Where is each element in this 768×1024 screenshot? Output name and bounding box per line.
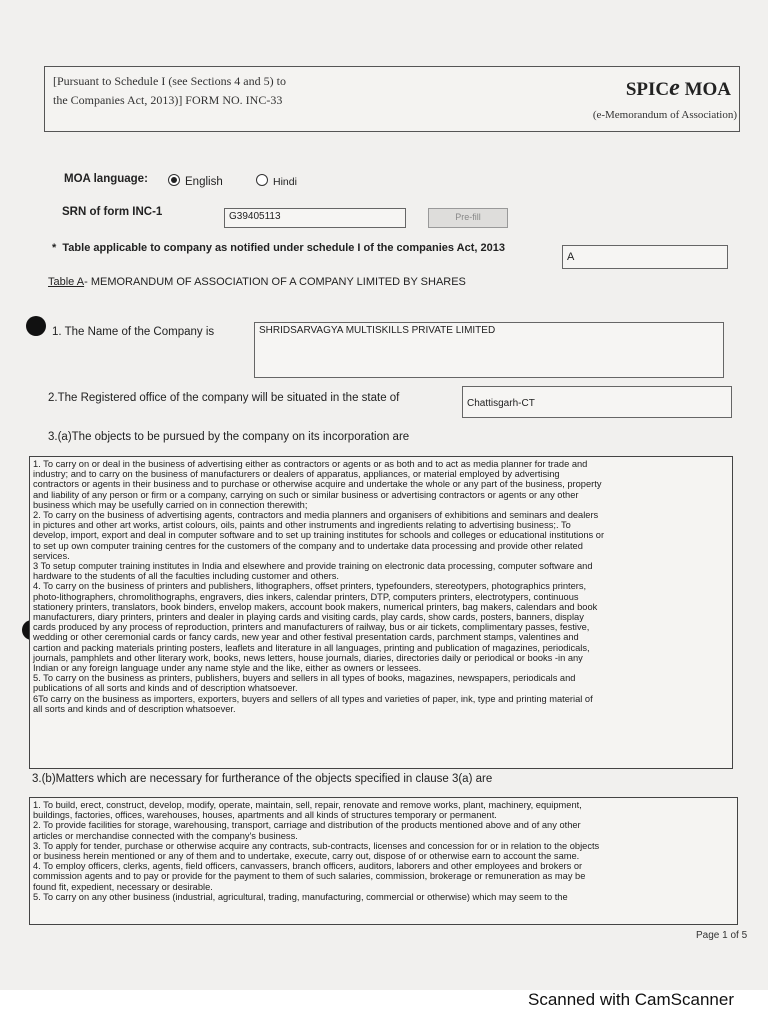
page-number: Page 1 of 5 [696, 930, 748, 941]
radio-english-label: English [185, 176, 223, 188]
srn-label: SRN of form INC-1 [62, 206, 163, 218]
form-header [44, 66, 740, 132]
legal-line-2: the Companies Act, 2013)] FORM NO. INC-33 [53, 93, 283, 107]
legal-line-1: [Pursuant to Schedule I (see Sections 4 and 5) to [53, 74, 286, 88]
objects-line: business which may be usefully carried on in connection therewith; [33, 499, 308, 510]
matters-line: articles or merchandise connected with the company's business. [33, 830, 298, 841]
radio-hindi-indicator[interactable] [256, 174, 268, 186]
objects-line: Indian or any foreign language under any name style and the like, either as owners or lessees. [33, 663, 422, 674]
objects-line: cartion and packing materials printing posters, leaflets and literature in all languages, printing and publication of magazines, periodicals, [33, 642, 590, 653]
objects-line: 6To carry on the business as importers, exporters, buyers and sellers of all types and varieties of paper, ink, type and printing material of [33, 693, 593, 704]
objects-line: 1. To carry on or deal in the business of advertising either as contractors or agents or as both and to act as media planner for trade and [33, 459, 588, 469]
prefill-button[interactable]: Pre-fill [428, 208, 508, 228]
matters-textarea[interactable] [29, 797, 738, 925]
matters-line: 3. To apply for tender, purchase or otherwise acquire any contracts, sub-contracts, licenses and concession for or in relation to the objects [33, 840, 600, 851]
objects-line: journals, pamphlets and other literary work, books, news letters, house journals, diaries, directories daily or periodical or books -in any [33, 652, 583, 663]
table-a-heading [48, 276, 466, 288]
objects-line: stationery printers, translators, book binders, envelop makers, account book makers, numerical printers, bag makers, calendars and book [33, 601, 598, 612]
objects-line: hardware to the students of all the faculties including customer and others. [33, 571, 339, 582]
objects-lines [33, 459, 729, 714]
legal-reference [53, 72, 353, 110]
brand-suffix: MOA [679, 79, 731, 100]
matters-line: found fit, expedient, necessary or desirable. [33, 881, 213, 892]
matters-line: 4. To employ officers, clerks, agents, field officers, canvassers, branch officers, auditors, laborers and other employees and brokers or [33, 861, 583, 872]
radio-english-indicator[interactable] [168, 174, 180, 186]
moa-language-label: MOA language: [64, 173, 148, 185]
company-name-input[interactable]: SHRIDSARVAGYA MULTISKILLS PRIVATE LIMITED [254, 322, 724, 378]
objects-line: industry; and to carry on the business of manufacturers or dealers of apparatus, appliances, or material employed by advertising [33, 469, 560, 480]
objects-line: all sorts and kinds and of description whatsoever. [33, 703, 236, 714]
radio-english[interactable] [168, 174, 223, 188]
scanner-watermark: Scanned with CamScanner [527, 990, 734, 1009]
matters-line: or business herein mentioned or any of them and to undertake, execute, carry out, dispose of or otherwise earn to account the same. [33, 851, 580, 862]
brand-e: e [669, 75, 680, 101]
objects-line: in pictures and other art works, artist colours, oils, paints and other instruments and ingredients relating to advertising business;. To [33, 520, 571, 531]
objects-line: wedding or other ceremonial cards or fancy cards, new year and other festival presentation cards, parchment stamps, valentines and [33, 632, 579, 643]
matters-line: buildings, factories, offices, warehouses, houses, apartments and all kinds of structures temporary or permanent. [33, 810, 497, 821]
matters-line: 1. To build, erect, construct, develop, modify, operate, maintain, sell, repair, renovate and remove works, plant, machinery, equipment, [33, 800, 582, 810]
table-a-title: - MEMORANDUM OF ASSOCIATION OF A COMPANY LIMITED BY SHARES [84, 276, 466, 288]
form-title [626, 75, 731, 102]
objects-line: manufacturers, diary printers, printers and dealer in playing cards and visiting cards, play cards, show cards, posters, banners, display [33, 612, 584, 623]
objects-line: photo-lithographers, chromolithographs, engravers, dies inkers, calendar printers, DTP, computers printers, electrotypers, continuous [33, 591, 579, 602]
clause3a-label: 3.(a)The objects to be pursued by the company on its incorporation are [48, 431, 410, 443]
objects-line: services. [33, 550, 70, 561]
srn-input[interactable]: G39405113 [224, 208, 406, 228]
state-input[interactable]: Chattisgarh-CT [462, 386, 732, 418]
objects-line: publications of all sorts and kinds and of description whatsoever. [33, 683, 298, 694]
brand-prefix: SPIC [625, 79, 670, 100]
objects-line: 2. To carry on the business of advertising agents, contractors and media planners and organisers of exhibitions and seminars and dealers [33, 510, 599, 521]
form-subtitle: (e-Memorandum of Association) [592, 109, 737, 121]
table-applicable-text: Table applicable to company as notified under schedule I of the companies Act, 2013 [62, 242, 505, 254]
matters-line: commission agents and to pay or provide for the payment to them of such salaries, commission, brokerage or remuneration as may be [33, 871, 586, 882]
objects-line: cards produced by any process of reproduction, printers and manufacturers of railway, bus or air tickets, complimentary passes, festive, [33, 622, 590, 633]
objects-line: contractors or agents in their business and to purchase or otherwise acquire and undertake the whole or any part of the business, property [33, 479, 602, 490]
objects-line: 4. To carry on the business of printers and publishers, lithographers, offset printers, typefounders, stereotypers, photographics printers, [33, 581, 587, 592]
matters-line: 5. To carry on any other business (industrial, agricultural, trading, manufacturing, commercial or otherwise) which may seem to the [33, 891, 568, 902]
radio-hindi[interactable] [256, 174, 297, 188]
objects-line: and liability of any person or firm or a company, carrying on such or similar business or advertising contractors or agents or any other [33, 489, 579, 500]
objects-line: to set up own computer training centres for the customers of the company and to undertake data processing and provide other related [33, 540, 583, 551]
matters-line: 2. To provide facilities for storage, warehousing, transport, carriage and distribution of the products mentioned above and of any other [33, 820, 581, 831]
objects-line: 3 To setup computer training institutes in India and elsewhere and provide training on electronic data processing, computer software and [33, 561, 593, 572]
objects-line: 5. To carry on the business as printers, publishers, buyers and sellers in all types of books, magazines, newspapers, periodicals and [33, 673, 576, 684]
clause2-label: 2.The Registered office of the company will be situated in the state of [48, 392, 400, 404]
clause1-label: 1. The Name of the Company is [52, 326, 215, 338]
radio-hindi-label: Hindi [273, 176, 297, 188]
punch-hole-top [26, 316, 46, 336]
clause3b-label: 3.(b)Matters which are necessary for furtherance of the objects specified in clause 3(a) are [32, 773, 493, 785]
table-applicable-input[interactable]: A [562, 245, 728, 269]
table-a-prefix: Table A [48, 276, 85, 288]
objects-textarea[interactable] [29, 456, 733, 769]
objects-line: develop, import, export and deal in computer software and to set up training institutes for schools and colleges or educational institutions or [33, 530, 605, 541]
matters-lines [33, 800, 734, 902]
table-applicable-label: * Table applicable to company as notified under schedule I of the companies Act, 2013 [52, 242, 505, 254]
